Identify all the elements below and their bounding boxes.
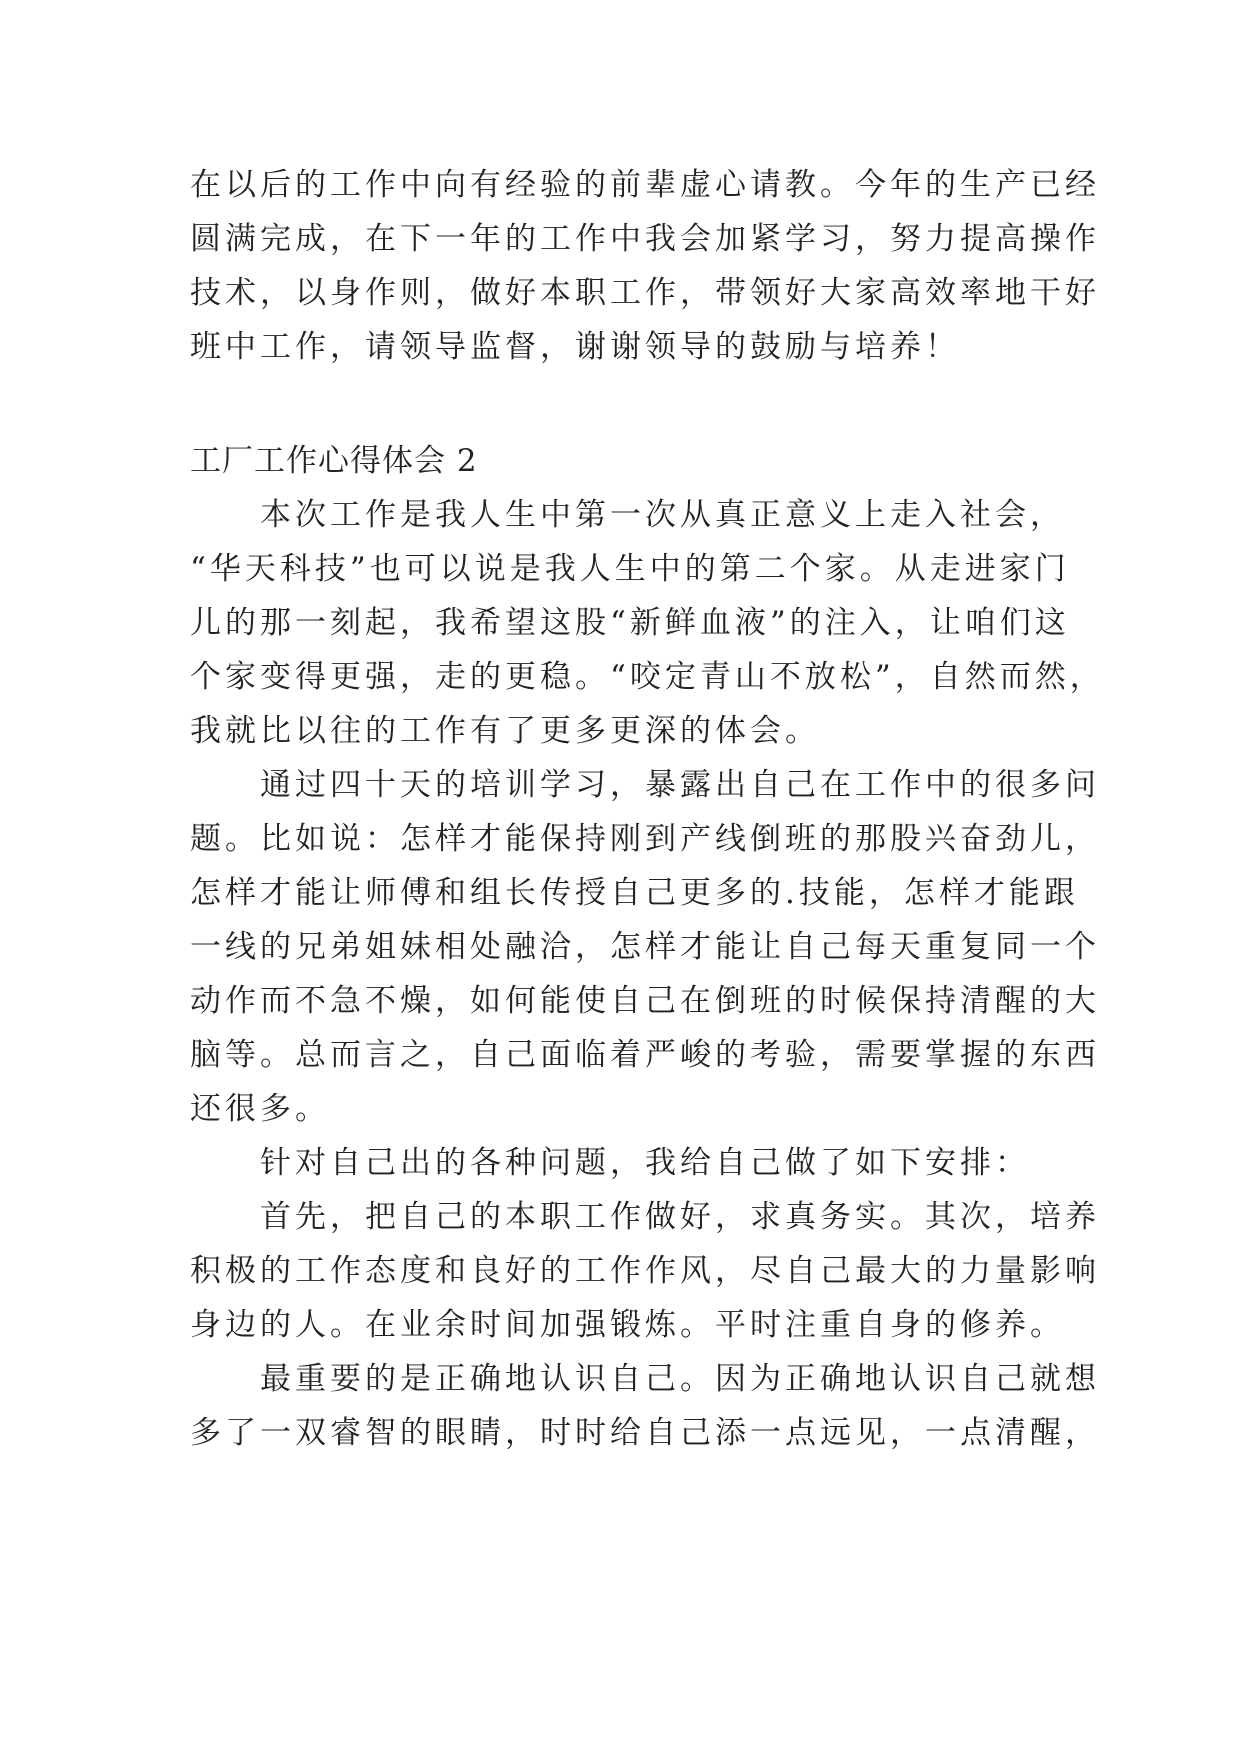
body-line: 针对自己出的各种问题，我给自己做了如下安排： [190, 1145, 1030, 1181]
body-line: 一线的兄弟姐妹相处融洽，怎样才能让自己每天重复同一个 [190, 929, 1100, 965]
intro-line: 在以后的工作中向有经验的前辈虚心请教。今年的生产已经 [190, 167, 1100, 203]
body-line: 最重要的是正确地认识自己。因为正确地认识自己就想 [190, 1361, 1100, 1397]
body-line: 身边的人。在业余时间加强锻炼。平时注重自身的修养。 [190, 1307, 1065, 1343]
body-line: “华天科技”也可以说是我人生中的第二个家。从走进家门 [190, 551, 1070, 587]
body-line: 通过四十天的培训学习，暴露出自己在工作中的很多问 [190, 767, 1100, 803]
body-line: 怎样才能让师傅和组长传授自己更多的.技能，怎样才能跟 [190, 875, 1079, 911]
body-line: 个家变得更强，走的更稳。“咬定青山不放松”，自然而然， [190, 659, 1105, 695]
intro-line: 圆满完成，在下一年的工作中我会加紧学习，努力提高操作 [190, 221, 1100, 257]
body-line: 脑等。总而言之，自己面临着严峻的考验，需要掌握的东西 [190, 1037, 1100, 1073]
body-line: 题。比如说：怎样才能保持刚到产线倒班的那股兴奋劲儿， [190, 821, 1100, 857]
body-line: 多了一双睿智的眼睛，时时给自己添一点远见，一点清醒， [190, 1415, 1100, 1451]
text-column [190, 158, 1105, 1460]
intro-line: 班中工作，请领导监督，谢谢领导的鼓励与培养！ [190, 329, 960, 365]
body-line: 首先，把自己的本职工作做好，求真务实。其次，培养 [190, 1199, 1100, 1235]
body-line: 还很多。 [190, 1091, 330, 1127]
intro-line: 技术，以身作则，做好本职工作，带领好大家高效率地干好 [190, 275, 1100, 311]
body-line: 儿的那一刻起，我希望这股“新鲜血液”的注入，让咱们这 [190, 605, 1070, 641]
section-title: 工厂工作心得体会 2 [190, 443, 478, 479]
body-line: 动作而不急不燥，如何能使自己在倒班的时候保持清醒的大 [190, 983, 1100, 1019]
body-line: 我就比以往的工作有了更多更深的体会。 [190, 713, 820, 749]
body-line: 积极的工作态度和良好的工作作风，尽自己最大的力量影响 [190, 1253, 1100, 1289]
body-line: 本次工作是我人生中第一次从真正意义上走入社会， [190, 497, 1065, 533]
section-gap [190, 374, 1070, 434]
